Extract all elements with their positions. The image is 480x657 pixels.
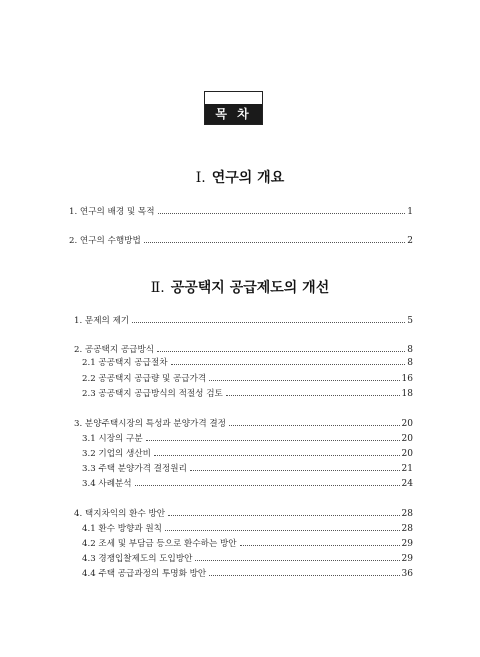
entry-label: 2.2 공공택지 공급량 및 공급가격 [82, 374, 207, 384]
toc-entry[interactable] [82, 372, 413, 384]
chapter-title: 공공택지 공급제도의 개선 [170, 280, 330, 296]
chapter-number: Ⅱ. [150, 280, 165, 296]
entry-page: 8 [407, 345, 413, 355]
leader-dots [209, 379, 399, 381]
entry-label: 3.1 시장의 구분 [82, 434, 143, 444]
leader-dots [144, 241, 405, 243]
toc-entry[interactable] [82, 522, 413, 534]
toc-header-top [205, 92, 262, 104]
entry-page: 29 [401, 554, 413, 564]
leader-dots [165, 529, 400, 531]
toc-entry[interactable] [74, 343, 413, 355]
toc-entry[interactable] [74, 417, 413, 429]
toc-header-box [204, 91, 263, 125]
entry-page: 29 [401, 539, 413, 549]
entry-page: 20 [401, 434, 413, 444]
entry-label: 4.4 주택 공급과정의 투명화 방안 [82, 569, 207, 579]
toc-entry[interactable] [82, 552, 413, 564]
entry-label: 2.3 공공택지 공급방식의 적절성 검토 [82, 389, 223, 399]
entry-label: 4.2 조세 및 부담금 등으로 환수하는 방안 [82, 539, 237, 549]
entry-page: 5 [407, 316, 413, 326]
entry-label: 3.4 사례분석 [82, 479, 132, 489]
leader-dots [168, 514, 399, 516]
toc-entry[interactable] [82, 432, 413, 444]
entry-label: 2. 공공택지 공급방식 [74, 345, 155, 355]
chapter-heading [0, 277, 480, 297]
entry-label: 3.2 기업의 생산비 [82, 449, 151, 459]
entry-label: 4.3 경쟁입찰제도의 도입방안 [82, 554, 193, 564]
leader-dots [171, 363, 406, 365]
toc-entry[interactable] [69, 234, 413, 246]
leader-dots [229, 424, 400, 426]
leader-dots [132, 321, 405, 323]
toc-entry[interactable] [82, 537, 413, 549]
entry-page: 8 [407, 358, 413, 368]
leader-dots [226, 394, 400, 396]
toc-entry[interactable] [74, 507, 413, 519]
chapter-number: Ⅰ. [195, 170, 206, 186]
entry-page: 20 [401, 449, 413, 459]
toc-entry[interactable] [82, 567, 413, 579]
entry-page: 36 [401, 569, 413, 579]
toc-entry[interactable] [82, 387, 413, 399]
entry-page: 28 [401, 524, 413, 534]
entry-label: 4.1 환수 방향과 원칙 [82, 524, 162, 534]
chapter-heading [0, 167, 480, 187]
entry-page: 18 [401, 389, 413, 399]
entry-label: 4. 택지차익의 환수 방안 [74, 509, 166, 519]
leader-dots [190, 469, 400, 471]
toc-entry[interactable] [69, 205, 413, 217]
toc-entry[interactable] [82, 462, 413, 474]
entry-label: 3. 분양주택시장의 특성과 분양가격 결정 [74, 419, 226, 429]
entry-page: 1 [407, 207, 413, 217]
entry-label: 1. 연구의 배경 및 목적 [69, 207, 155, 217]
toc-entry[interactable] [82, 447, 413, 459]
leader-dots [209, 574, 399, 576]
entry-page: 20 [401, 419, 413, 429]
leader-dots [240, 544, 400, 546]
chapter-title: 연구의 개요 [211, 170, 285, 186]
entry-label: 1. 문제의 제기 [74, 316, 130, 326]
leader-dots [146, 439, 400, 441]
leader-dots [135, 484, 400, 486]
toc-entry[interactable] [82, 477, 413, 489]
leader-dots [158, 212, 406, 214]
entry-page: 16 [401, 374, 413, 384]
leader-dots [154, 454, 400, 456]
entry-label: 2.1 공공택지 공급절차 [82, 358, 168, 368]
leader-dots [157, 350, 405, 352]
leader-dots [195, 559, 399, 561]
toc-entry[interactable] [74, 314, 413, 326]
entry-page: 28 [401, 509, 413, 519]
toc-title: 목 차 [205, 104, 262, 124]
entry-page: 2 [407, 236, 413, 246]
entry-label: 2. 연구의 수행방법 [69, 236, 141, 246]
entry-page: 21 [401, 464, 413, 474]
entry-label: 3.3 주택 분양가격 결정원리 [82, 464, 187, 474]
entry-page: 24 [401, 479, 413, 489]
toc-entry[interactable] [82, 356, 413, 368]
